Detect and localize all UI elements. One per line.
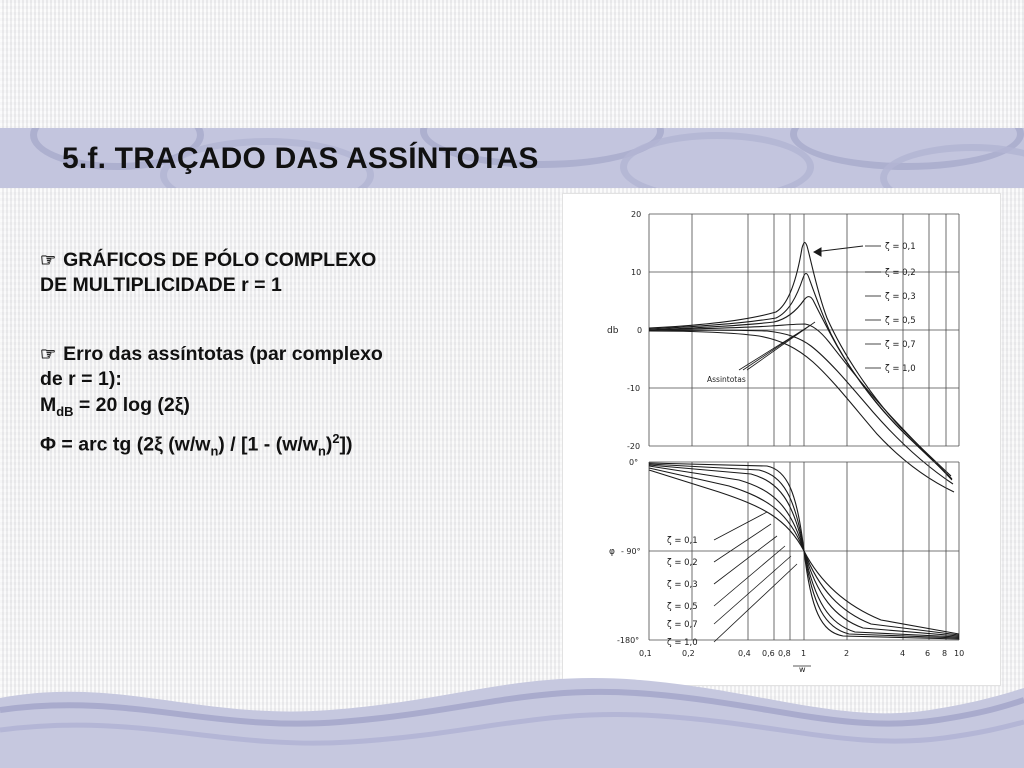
svg-text:db: db bbox=[607, 326, 619, 336]
svg-text:2: 2 bbox=[844, 649, 850, 658]
pointing-hand-icon: ☞ bbox=[40, 344, 57, 364]
svg-text:0,4: 0,4 bbox=[738, 649, 751, 658]
svg-text:0°: 0° bbox=[629, 458, 639, 467]
legend-mag-2: ζ = 0,2 bbox=[885, 268, 916, 278]
legend-phase-3: ζ = 0,3 bbox=[667, 580, 698, 590]
formula-phi-mid: ) / [1 - (w/w bbox=[218, 433, 318, 456]
svg-text:φ: φ bbox=[609, 547, 615, 557]
legend-mag-6: ζ = 1,0 bbox=[885, 364, 916, 374]
legend-phase-4: ζ = 0,5 bbox=[667, 602, 698, 612]
svg-text:8: 8 bbox=[942, 649, 948, 658]
legend-mag-3: ζ = 0,3 bbox=[885, 292, 916, 302]
svg-text:0,6: 0,6 bbox=[762, 649, 775, 658]
x-axis-label: w bbox=[799, 665, 806, 674]
formula-magnitude bbox=[40, 392, 560, 425]
formula-phi-end: ]) bbox=[339, 433, 353, 456]
bode-plot-svg bbox=[571, 200, 992, 679]
legend-phase-2: ζ = 0,2 bbox=[667, 558, 698, 568]
svg-text:4: 4 bbox=[900, 649, 906, 658]
svg-text:0: 0 bbox=[637, 326, 643, 335]
legend-phase-5: ζ = 0,7 bbox=[667, 620, 698, 630]
formula-m-prefix: M bbox=[40, 394, 57, 416]
bode-plot-canvas bbox=[571, 200, 992, 679]
bullet-item-1-line-2: DE MULTIPLICIDADE r = 1 bbox=[40, 274, 282, 296]
svg-text:1: 1 bbox=[801, 649, 807, 658]
svg-text:-20: -20 bbox=[627, 442, 641, 451]
svg-text:-10: -10 bbox=[627, 384, 641, 393]
formula-phi-sub-2: n bbox=[317, 443, 326, 459]
formula-phi-prefix: Φ = arc tg (2ξ (w/w bbox=[40, 433, 211, 456]
bullet-item-1 bbox=[40, 248, 560, 273]
legend-mag-1: ζ = 0,1 bbox=[885, 242, 916, 252]
bullet-item-2-line-2: de r = 1): bbox=[40, 368, 122, 390]
legend-phase-1: ζ = 0,1 bbox=[667, 536, 698, 546]
formula-m-sub: dB bbox=[56, 403, 74, 419]
svg-text:0,8: 0,8 bbox=[778, 649, 791, 658]
bullet-item-1-line-1: GRÁFICOS DE PÓLO COMPLEXO bbox=[63, 249, 377, 271]
formula-phase bbox=[40, 425, 560, 464]
bullet-item-2 bbox=[40, 342, 560, 367]
page-title: 5.f. TRAÇADO DAS ASSÍNTOTAS bbox=[62, 142, 539, 175]
svg-text:10: 10 bbox=[631, 268, 642, 277]
formula-phi-sup: 2 bbox=[332, 430, 340, 446]
svg-text:0,1: 0,1 bbox=[639, 649, 652, 658]
bullet-item-1-text bbox=[63, 248, 376, 273]
spacer bbox=[40, 298, 560, 342]
svg-text:10: 10 bbox=[954, 649, 965, 658]
legend-mag-5: ζ = 0,7 bbox=[885, 340, 916, 350]
bode-plot-figure bbox=[563, 194, 1000, 685]
svg-text:-180°: -180° bbox=[617, 636, 640, 645]
formula-phi-sub-1: n bbox=[210, 443, 219, 459]
svg-text:0,2: 0,2 bbox=[682, 649, 695, 658]
svg-text:6: 6 bbox=[925, 649, 931, 658]
assintotas-annotation: Assintotas bbox=[707, 375, 746, 384]
slide-body bbox=[40, 248, 560, 464]
legend-mag-4: ζ = 0,5 bbox=[885, 316, 916, 326]
svg-text:- 90°: - 90° bbox=[621, 547, 641, 556]
pointing-hand-icon: ☞ bbox=[40, 250, 57, 270]
svg-text:20: 20 bbox=[631, 210, 642, 219]
bullet-item-2-line-1: Erro das assíntotas (par complexo bbox=[63, 343, 383, 365]
formula-m-rest: = 20 log (2ξ) bbox=[73, 394, 190, 416]
legend-phase-6: ζ = 1,0 bbox=[667, 638, 698, 648]
formula-phi-close: ) bbox=[325, 433, 333, 456]
bullet-item-2-text bbox=[63, 342, 383, 367]
